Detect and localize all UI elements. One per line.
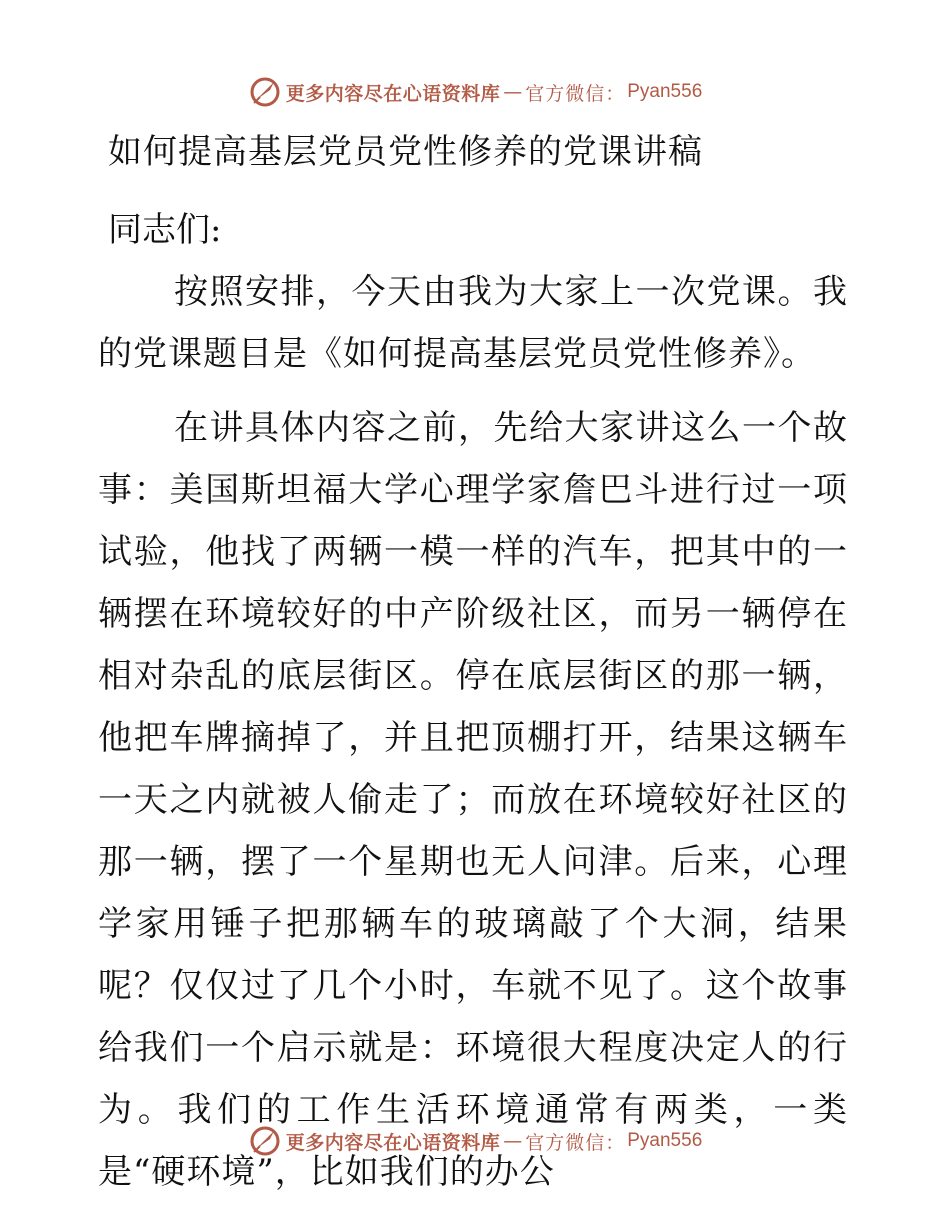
banner-brand-text: 更多内容尽在心语资料库 [285,1131,501,1154]
footer-banner [0,1119,950,1163]
quill-logo-icon [248,1124,282,1158]
greeting: 同志们: [108,210,222,250]
document-title: 如何提高基层党员党性修养的党课讲稿 [108,132,703,172]
banner-separator: — [503,1130,523,1152]
banner-official-label: 官方微信： [525,82,626,105]
header-banner [0,70,950,114]
banner-wechat-id: Pyan556 [627,81,703,102]
banner-brand-text: 更多内容尽在心语资料库 [285,82,501,105]
banner-official-label: 官方微信： [525,1131,626,1154]
paragraph-intro: 按照安排，今天由我为大家上一次党课。我的党课题目是《如何提高基层党员党性修养》。 [98,272,848,374]
paragraph-story: 在讲具体内容之前，先给大家讲这么一个故事：美国斯坦福大学心理学家詹巴斗进行过一项试验，他找了两辆一模一样的汽车，把其中的一辆摆在环境较好的中产阶级社区，而另一辆停在相对杂乱的底层街区。停在底层街区的那一辆，他把车牌摘掉了，并且把顶棚打开，结果这辆车一天之内就被人偷走了；而放在环境较好社区的那一辆，摆了一个星期也无人问津。后来，心理学家用锤子把那辆车的玻璃敲了个大洞，结果呢？仅仅过了几个小时，车就不见了。这个故事给我们一个启示就是：环境很大程度决定人的行为。我们的工作生活环境通常有两类，一类是“硬环境”，比如我们的办公 [98,408,848,1192]
banner-separator: — [503,81,523,103]
banner-wechat-id: Pyan556 [627,1130,703,1151]
quill-logo-icon [248,75,282,109]
